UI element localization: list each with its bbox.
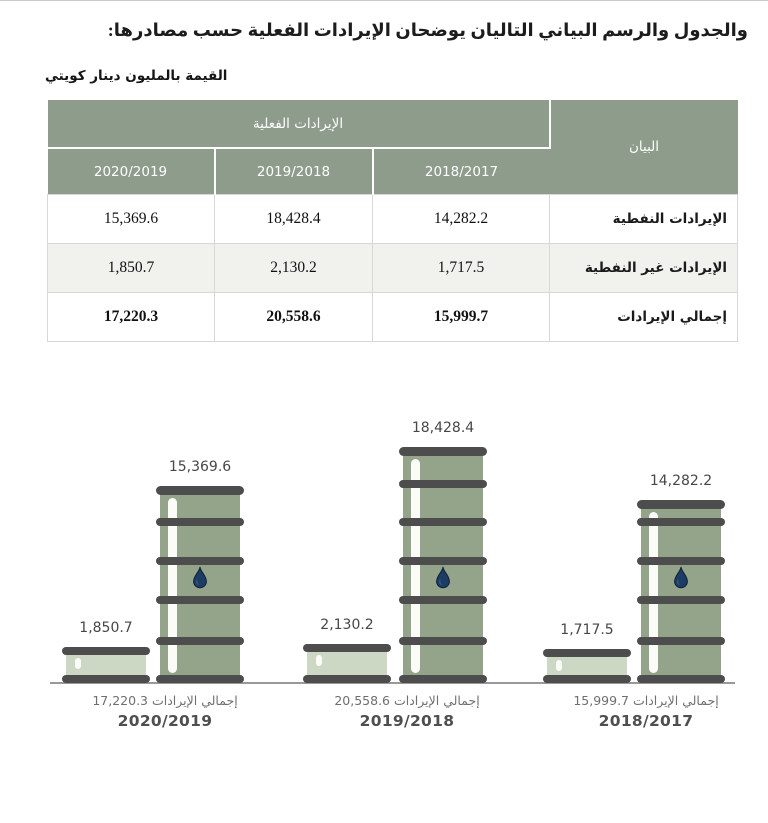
- oil-barrel: [156, 486, 244, 683]
- cell-total-2020-2019: 17,220.3: [48, 293, 215, 342]
- oil-droplet-icon: [192, 566, 208, 590]
- cell-total-2019-2018: 20,558.6: [215, 293, 373, 342]
- revenues-table: [47, 100, 738, 342]
- barrel-top-rim: [156, 486, 244, 495]
- barrel-top-rim: [303, 644, 391, 652]
- table-row-oil-revenues: [48, 195, 738, 244]
- barrel-ring: [156, 596, 244, 604]
- barrel-top-rim: [543, 649, 631, 657]
- barrel-ring: [399, 518, 487, 526]
- cell-oil-2019-2018: 18,428.4: [215, 195, 373, 244]
- non-oil-barrel: [303, 644, 391, 683]
- oil-barrel: [399, 447, 487, 683]
- cell-oil-2020-2019: 15,369.6: [48, 195, 215, 244]
- unit-note: القيمة بالمليون دينار كويتي: [45, 68, 228, 84]
- oil-value-label: 14,282.2: [649, 473, 713, 489]
- barrel-ring: [399, 557, 487, 565]
- barrel-highlight: [75, 658, 81, 669]
- barrel-bottom-rim: [303, 675, 391, 683]
- chart-baseline: [50, 682, 735, 684]
- barrel-ring: [637, 637, 725, 645]
- header-statement: البيان: [550, 100, 738, 195]
- table-row-non-oil-revenues: [48, 244, 738, 293]
- row-label-oil-revenues: الإيرادات النفطية: [550, 195, 738, 244]
- oil-value-label: 15,369.6: [168, 459, 232, 475]
- barrel-ring: [637, 596, 725, 604]
- year-label: 2019/2018: [359, 712, 455, 730]
- header-actual-revenues: الإيرادات الفعلية: [48, 100, 550, 148]
- cell-non-oil-2018-2017: 1,717.5: [373, 244, 550, 293]
- barrel-bottom-rim: [637, 675, 725, 683]
- barrel-top-rim: [637, 500, 725, 509]
- oil-barrel: [637, 500, 725, 683]
- non-oil-barrel: [543, 649, 631, 683]
- non-oil-value-label: 1,717.5: [560, 622, 614, 638]
- barrel-highlight: [556, 660, 562, 671]
- barrel-ring: [399, 637, 487, 645]
- barrel-bottom-rim: [399, 675, 487, 683]
- total-revenues-label: إجمالي الإيرادات 15,999.7: [573, 693, 719, 708]
- oil-droplet-icon: [435, 566, 451, 590]
- table-header-row-1: [48, 100, 738, 148]
- barrel-ring: [156, 518, 244, 526]
- year-label: 2018/2017: [598, 712, 694, 730]
- revenue-barrel-chart: [0, 410, 768, 770]
- barrel-highlight: [649, 512, 658, 673]
- oil-droplet-icon: [673, 566, 689, 590]
- barrel-ring: [637, 557, 725, 565]
- barrel-ring: [156, 557, 244, 565]
- non-oil-value-label: 1,850.7: [79, 620, 133, 636]
- barrel-top-rim: [399, 447, 487, 456]
- table-row-total-revenues: [48, 293, 738, 342]
- row-label-non-oil-revenues: الإيرادات غير النفطية: [550, 244, 738, 293]
- total-revenues-label: إجمالي الإيرادات 20,558.6: [334, 693, 480, 708]
- non-oil-value-label: 2,130.2: [320, 617, 374, 633]
- cell-oil-2018-2017: 14,282.2: [373, 195, 550, 244]
- oil-value-label: 18,428.4: [411, 420, 475, 436]
- barrel-highlight: [316, 655, 322, 666]
- header-year-2018-2017: 2018/2017: [373, 148, 550, 195]
- barrel-bottom-rim: [62, 675, 150, 683]
- total-revenues-label: إجمالي الإيرادات 17,220.3: [92, 693, 238, 708]
- barrel-ring: [637, 518, 725, 526]
- year-label: 2020/2019: [117, 712, 213, 730]
- header-year-2020-2019: 2020/2019: [48, 148, 215, 195]
- row-label-total-revenues: إجمالي الإيرادات: [550, 293, 738, 342]
- barrel-top-rim: [62, 647, 150, 655]
- barrel-bottom-rim: [543, 675, 631, 683]
- barrel-ring: [156, 637, 244, 645]
- cell-non-oil-2020-2019: 1,850.7: [48, 244, 215, 293]
- document-title: والجدول والرسم البياني التاليان يوضحان الإيرادات الفعلية حسب مصادرها:: [107, 20, 748, 40]
- barrel-ring: [399, 596, 487, 604]
- non-oil-barrel: [62, 647, 150, 683]
- cell-total-2018-2017: 15,999.7: [373, 293, 550, 342]
- cell-non-oil-2019-2018: 2,130.2: [215, 244, 373, 293]
- barrel-bottom-rim: [156, 675, 244, 683]
- barrel-ring: [399, 480, 487, 488]
- page-top-edge: [0, 0, 768, 1]
- header-year-2019-2018: 2019/2018: [215, 148, 373, 195]
